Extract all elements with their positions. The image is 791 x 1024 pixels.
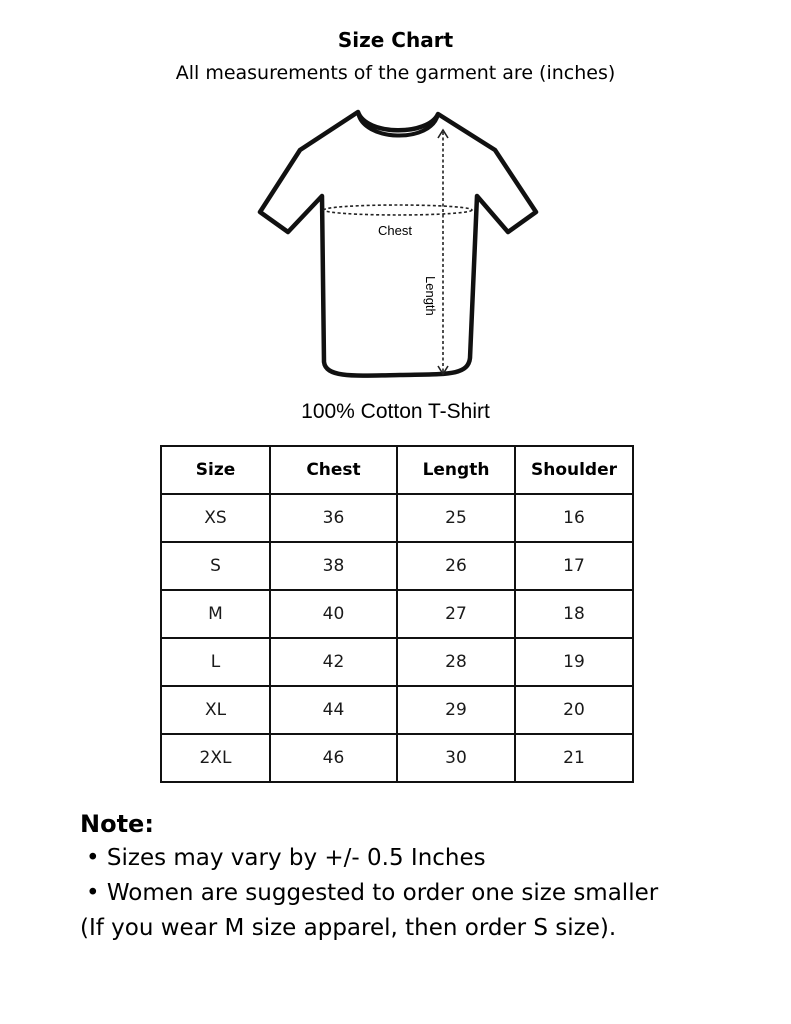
product-name: 100% Cotton T-Shirt [301,400,490,423]
note-line-women: • Women are suggested to order one size smaller [86,880,659,906]
table-row [161,494,633,542]
table-row [161,734,633,782]
length-cell: 28 [397,638,515,686]
tshirt-diagram [250,100,550,390]
length-cell: 30 [397,734,515,782]
chest-label: Chest [378,223,412,238]
shoulder-cell: 18 [515,590,633,638]
shoulder-cell: 20 [515,686,633,734]
column-header-shoulder: Shoulder [515,446,633,494]
size-cell: L [161,638,270,686]
note-line-example: (If you wear M size apparel, then order S size). [80,915,617,941]
shoulder-cell: 16 [515,494,633,542]
column-header-chest: Chest [270,446,397,494]
page-subtitle: All measurements of the garment are (inches) [175,62,616,84]
length-cell: 25 [397,494,515,542]
chest-cell: 44 [270,686,397,734]
size-cell: M [161,590,270,638]
note-line-variance: • Sizes may vary by +/- 0.5 Inches [86,845,486,871]
table-header-row [161,446,633,494]
length-cell: 27 [397,590,515,638]
page-title: Size Chart [337,28,454,52]
size-cell: 2XL [161,734,270,782]
chest-cell: 38 [270,542,397,590]
table-row [161,686,633,734]
table-row [161,638,633,686]
table-row [161,590,633,638]
column-header-length: Length [397,446,515,494]
size-cell: XL [161,686,270,734]
tshirt-outline [260,112,536,376]
chest-cell: 40 [270,590,397,638]
size-cell: XS [161,494,270,542]
length-label: Length [423,276,438,316]
shoulder-cell: 21 [515,734,633,782]
size-cell: S [161,542,270,590]
note-heading: Note: [80,810,154,838]
chest-cell: 46 [270,734,397,782]
size-table [160,445,634,783]
chest-cell: 42 [270,638,397,686]
chest-measure-line [324,205,472,215]
chest-cell: 36 [270,494,397,542]
column-header-size: Size [161,446,270,494]
length-cell: 29 [397,686,515,734]
shoulder-cell: 19 [515,638,633,686]
shoulder-cell: 17 [515,542,633,590]
length-cell: 26 [397,542,515,590]
table-row [161,542,633,590]
